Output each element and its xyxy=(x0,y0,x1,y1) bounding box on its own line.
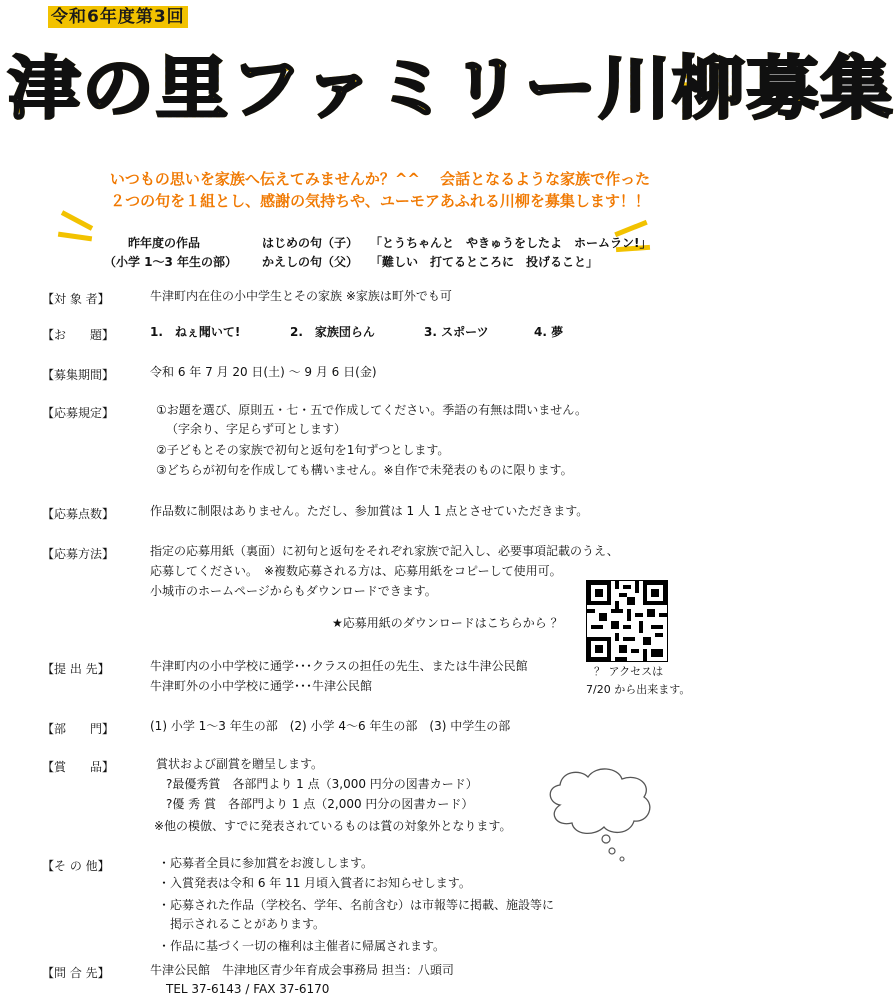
theme-item-3: 3. スポーツ xyxy=(424,325,489,339)
submit-line-2: 牛津町外の小中学校に通学･･･牛津公民館 xyxy=(150,679,373,693)
count-text: 作品数に制限はありません。ただし、参加賞は 1 人 1 点とさせていただきます。 xyxy=(150,504,589,518)
prize-line-3: ?優 秀 賞 各部門より 1 点（2,000 円分の図書カード） xyxy=(166,797,474,811)
count-label: 【応募点数】 xyxy=(42,507,115,521)
method-line-3: 小城市のホームページからもダウンロードできます。 xyxy=(150,584,437,598)
download-note: ★応募用紙のダウンロードはこちらから ？ xyxy=(332,616,563,630)
theme-item-1: 1. ねぇ聞いて! xyxy=(150,325,241,339)
contact-line-2: TEL 37-6143 / FAX 37-6170 xyxy=(166,982,330,996)
example-first-text: 「とうちゃんと やきゅうをしたよ ホームラン!」 xyxy=(370,236,652,250)
rules-label: 【応募規定】 xyxy=(42,406,115,420)
prize-line-4: ※他の模倣、すでに発表されているものは賞の対象外となります。 xyxy=(154,819,512,833)
example-year-label: 昨年度の作品 xyxy=(128,236,201,250)
theme-item-4: 4. 夢 xyxy=(534,325,564,339)
rules-line-3: ②子どもとその家族で初句と返句を1句ずつとします。 xyxy=(156,443,450,457)
example-reply-label: かえしの句（父） xyxy=(262,255,359,269)
intro-line-2: ２つの句を１組とし、感謝の気持ちや、ユーモアあふれる川柳を募集します！！ xyxy=(110,192,650,210)
other-line-1: ・応募者全員に参加賞をお渡しします。 xyxy=(158,856,374,870)
method-line-2: 応募してください。 ※複数応募される方は、応募用紙をコピーして使用可。 xyxy=(150,564,562,578)
qr-note-line-2: 7/20 から出来ます。 xyxy=(586,683,691,696)
period-label: 【募集期間】 xyxy=(42,368,115,382)
example-first-label: はじめの句（子） xyxy=(262,236,359,250)
theme-item-2: 2. 家族団らん xyxy=(290,325,375,339)
rules-line-2: （字余り、字足らず可とします） xyxy=(166,422,347,436)
qr-code[interactable] xyxy=(586,580,668,662)
other-line-2: ・入賞発表は令和 6 年 11 月頃入賞者にお知らせします。 xyxy=(158,876,471,890)
submit-label: 【提 出 先】 xyxy=(42,662,110,676)
contact-line-1: 牛津公民館 牛津地区青少年育成会事務局 担当：八頭司 xyxy=(150,963,454,977)
submit-line-1: 牛津町内の小中学校に通学･･･クラスの担任の先生、または牛津公民館 xyxy=(150,659,528,673)
qr-note-line-1: ？ アクセスは xyxy=(594,665,664,678)
rules-line-4: ③どちらが初句を作成しても構いません。※自作で未発表のものに限ります。 xyxy=(156,463,573,477)
example-grade-label: （小学 1～3 年生の部） xyxy=(104,255,238,269)
method-label: 【応募方法】 xyxy=(42,547,115,561)
accent-slash-left-1 xyxy=(61,210,93,230)
division-label: 【部 門】 xyxy=(42,722,115,736)
target-label: 【対 象 者】 xyxy=(42,292,110,306)
rules-line-1: ①お題を選び、原則五・七・五で作成してください。季語の有無は問いません。 xyxy=(156,403,588,417)
prize-line-2: ?最優秀賞 各部門より 1 点（3,000 円分の図書カード） xyxy=(166,777,478,791)
edition-label: 令和6年度第3回 xyxy=(48,6,188,28)
division-text: (1) 小学 1～3 年生の部 (2) 小学 4～6 年生の部 (3) 中学生の部 xyxy=(150,719,511,733)
method-line-1: 指定の応募用紙（裏面）に初句と返句をそれぞれ家族で記入し、必要事項記載のうえ、 xyxy=(150,544,619,558)
other-label: 【そ の 他】 xyxy=(42,859,110,873)
other-line-4: 掲示されることがあります。 xyxy=(158,917,326,931)
prize-line-1: 賞状および副賞を贈呈します。 xyxy=(156,757,324,771)
other-line-5: ・作品に基づく一切の権利は主催者に帰属されます。 xyxy=(158,939,446,953)
prize-label: 【賞 品】 xyxy=(42,760,115,774)
other-line-3: ・応募された作品（学校名、学年、名前含む）は市報等に掲載、施設等に xyxy=(158,898,555,912)
period-text: 令和 6 年 7 月 20 日(土) ～ 9 月 6 日(金) xyxy=(150,365,377,379)
contact-label: 【問 合 先】 xyxy=(42,966,110,980)
target-text: 牛津町内在住の小中学生とその家族 ※家族は町外でも可 xyxy=(150,289,452,303)
thought-bubble xyxy=(540,765,660,869)
poster-title: 津の里ファミリー川柳募集 xyxy=(8,41,895,136)
accent-slash-left-2 xyxy=(58,232,92,242)
intro-line-1: いつもの思いを家族へ伝えてみませんか？^^ 会話となるような家族で作った xyxy=(109,170,651,188)
example-reply-text: 「難しい 打てるところに 投げること」 xyxy=(370,255,599,269)
theme-label: 【お 題】 xyxy=(42,328,115,342)
